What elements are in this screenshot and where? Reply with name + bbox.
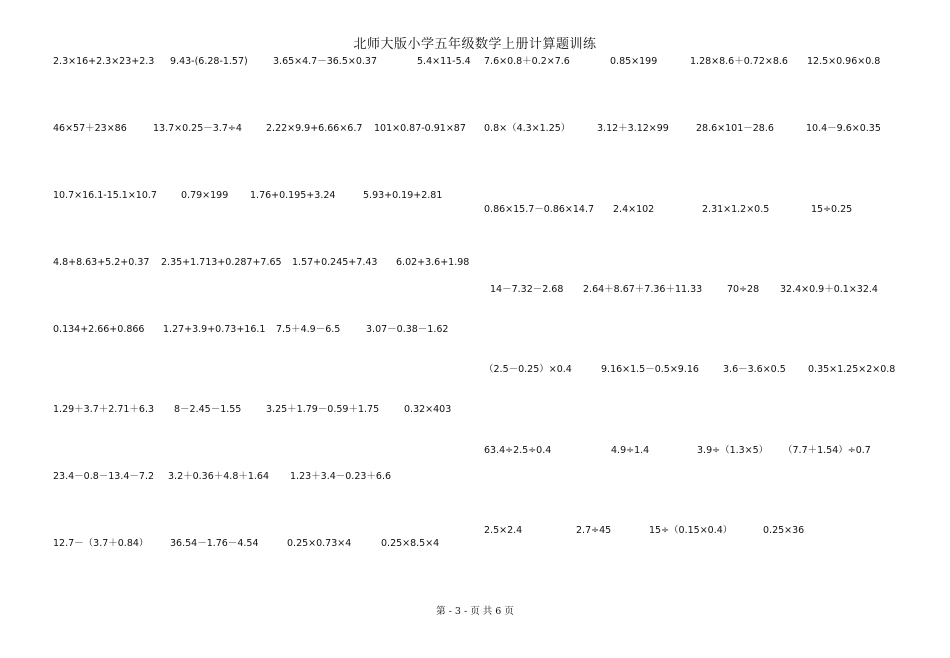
problem: 4.9÷1.4 [611,445,650,456]
problem: 1.57+0.245+7.43 [292,257,378,268]
problem: 0.79×199 [181,190,229,201]
problem: 101×0.87-0.91×87 [374,123,466,134]
problem: 23.4－0.8－13.4－7.2 [53,471,155,482]
problem: 0.8×（4.3×1.25） [484,123,571,134]
problem: 3.12＋3.12×99 [597,123,669,134]
problem: 3.9÷（1.3×5） [697,445,769,456]
problem: （7.7＋1.54）÷0.7 [783,445,871,456]
problem: 28.6×101－28.6 [696,123,774,134]
problem: 5.93+0.19+2.81 [363,190,443,201]
problem: 0.32×403 [404,404,452,415]
problem: 10.7×16.1-15.1×10.7 [53,190,157,201]
problem: 0.25×8.5×4 [381,538,440,549]
problem: 8－2.45－1.55 [174,404,242,415]
problem: 0.86×15.7－0.86×14.7 [484,204,595,215]
problem: 36.54－1.76－4.54 [170,538,259,549]
problem: 1.28×8.6＋0.72×8.6 [690,56,788,67]
problem: 2.22×9.9+6.66×6.7 [266,123,363,134]
problem: 63.4÷2.5÷0.4 [484,445,552,456]
problem: 12.7－（3.7＋0.84） [53,538,149,549]
problem: 3.6－3.6×0.5 [723,364,786,375]
problem: 4.8+8.63+5.2+0.37 [53,257,150,268]
problem: 3.07－0.38－1.62 [366,324,449,335]
problem: 2.7÷45 [576,525,612,536]
problem: 12.5×0.96×0.8 [807,56,881,67]
problem: 9.43-(6.28-1.57) [170,56,248,67]
page-title: 北师大版小学五年级数学上册计算题训练 [353,37,597,52]
problem: 2.3×16+2.3×23+2.3 [53,56,155,67]
problem: 0.25×0.73×4 [287,538,352,549]
problem: 7.6×0.8＋0.2×7.6 [484,56,570,67]
problem: 32.4×0.9＋0.1×32.4 [780,284,878,295]
problem: 3.2＋0.36＋4.8＋1.64 [168,471,270,482]
problem: 14－7.32－2.68 [490,284,564,295]
problem: 2.35+1.713+0.287+7.65 [161,257,282,268]
problem: 1.23＋3.4－0.23＋6.6 [290,471,392,482]
problem: 9.16×1.5－0.5×9.16 [601,364,699,375]
problem: 2.4×102 [613,204,655,215]
problem: 1.29＋3.7＋2.71＋6.3 [53,404,155,415]
problem: 6.02+3.6+1.98 [396,257,470,268]
problem: 10.4－9.6×0.35 [806,123,881,134]
problem: 2.5×2.4 [484,525,523,536]
page-footer: 第 - 3 - 页 共 6 页 [436,606,514,617]
problem: 2.64＋8.67＋7.36＋11.33 [583,284,703,295]
problem: 2.31×1.2×0.5 [702,204,770,215]
problem: 15÷（0.15×0.4） [649,525,733,536]
problem: 0.35×1.25×2×0.8 [808,364,896,375]
problem: 7.5＋4.9－6.5 [276,324,341,335]
problem: 5.4×11-5.4 [417,56,471,67]
problem: 15÷0.25 [811,204,853,215]
problem: （2.5－0.25）×0.4 [484,364,572,375]
problem: 1.76+0.195+3.24 [250,190,336,201]
problem: 3.65×4.7－36.5×0.37 [273,56,377,67]
problem: 70÷28 [727,284,760,295]
problem: 0.85×199 [610,56,658,67]
problem: 1.27+3.9+0.73+16.1 [163,324,266,335]
problem: 0.25×36 [763,525,805,536]
problem: 3.25＋1.79－0.59＋1.75 [266,404,380,415]
problem: 13.7×0.25－3.7÷4 [153,123,242,134]
problem: 46×57＋23×86 [53,123,127,134]
problem: 0.134+2.66+0.866 [53,324,145,335]
